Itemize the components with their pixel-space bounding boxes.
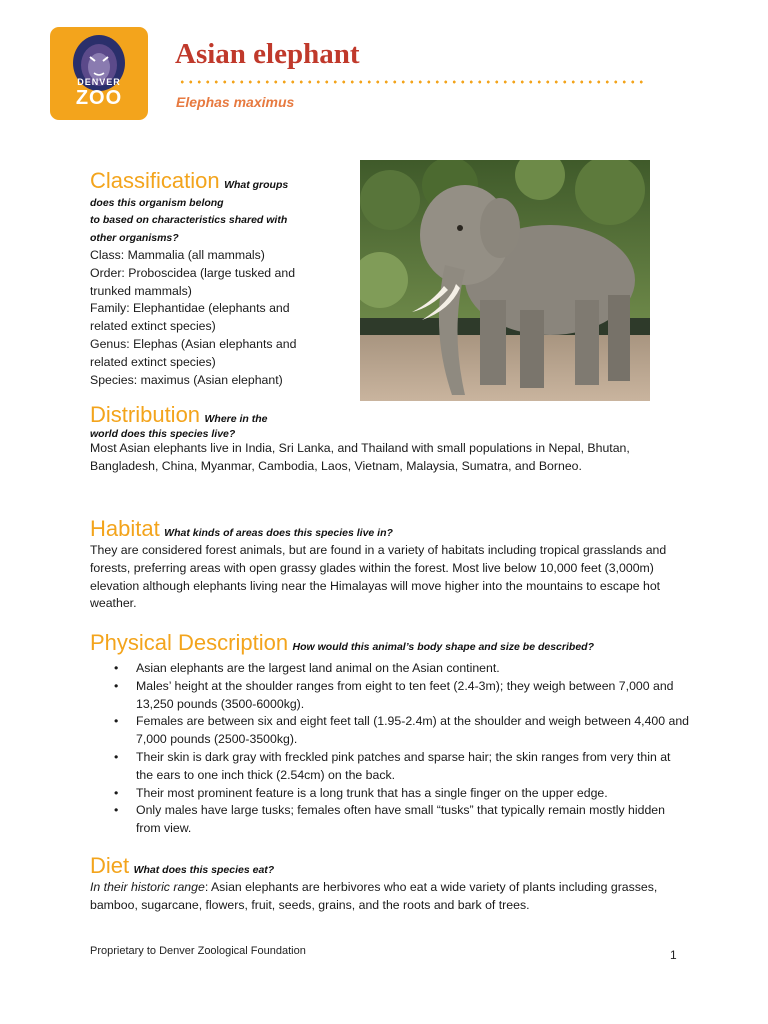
distribution-question: Where in the: [204, 413, 268, 425]
classification-line: related extinct species): [90, 354, 216, 369]
list-item: • Females are between six and eight feet tall (1.95-2.4m) at the shoulder and weigh between 4,400 and 7,000 pounds (2500-3500kg).: [136, 713, 690, 749]
diet-description: : Asian elephants are herbivores who eat a wide variety of plants including grasses, bamboo, sugarcane, flowers, fruit, seeds, grains, and the roots and bark of trees.: [90, 880, 658, 912]
diet-heading: Diet: [90, 853, 130, 878]
classification-question-line: to based on characteristics shared with: [90, 214, 288, 226]
elephant-photo: [360, 160, 650, 401]
physical-description-list: [90, 660, 690, 838]
classification-heading: Classification: [90, 168, 220, 193]
distribution-question: world does this species live?: [90, 428, 236, 440]
classification-question-line: does this organism belong: [90, 196, 224, 209]
list-item: • Their skin is dark gray with freckled pink patches and sparse hair; the skin ranges from very thin at the ears to one inch thick (2.54cm) on the back.: [136, 749, 690, 785]
habitat-text: They are considered forest animals, but are found in a variety of habitats including tropical grasslands and forests, preferring areas with open grassy glades within the forest. Most live below 10,000 feet (3,000m) elevation although elephants living near the Himalayas will move higher into the mountains to escape hot weather.: [90, 543, 667, 611]
denver-zoo-logo: [50, 27, 148, 120]
dotted-divider: [178, 80, 648, 84]
list-item: • Only males have large tusks; females often have small “tusks” that typically remain mostly hidden from view.: [136, 802, 690, 838]
list-item: • Asian elephants are the largest land animal on the Asian continent.: [136, 660, 690, 678]
diet-text: [90, 879, 690, 915]
footer-text: Proprietary to Denver Zoological Foundation: [90, 945, 306, 957]
distribution-text: Most Asian elephants live in India, Sri Lanka, and Thailand with small populations in Nepal, Bhutan, Bangladesh, China, Myanmar, Cambodia, Laos, Vietnam, Malaysia, Sumatra, and Borneo.: [90, 441, 630, 473]
physical-description-heading: Physical Description: [90, 630, 289, 655]
list-item: • Their most prominent feature is a long trunk that has a single finger on the upper edge.: [136, 785, 690, 803]
classification-line: trunked mammals): [90, 283, 192, 298]
classification-section: [90, 168, 315, 389]
scientific-name: Elephas maximus: [176, 94, 295, 110]
classification-question-line: What groups: [224, 179, 289, 191]
physical-description-question: How would this animal’s body shape and size be described?: [292, 641, 594, 653]
classification-line: Class: Mammalia (all mammals): [90, 248, 265, 262]
habitat-question: What kinds of areas does this species live in?: [164, 527, 393, 539]
classification-line: Genus: Elephas (Asian elephants and: [90, 336, 297, 351]
page-number: 1: [670, 948, 677, 962]
logo-text-denver: DENVER: [77, 77, 121, 87]
distribution-heading: Distribution: [90, 402, 201, 427]
distribution-section: [90, 402, 690, 476]
classification-line: related extinct species): [90, 319, 216, 334]
diet-range-label: In their historic range: [90, 880, 205, 894]
classification-line: Order: Proboscidea (large tusked and: [90, 265, 296, 280]
habitat-heading: Habitat: [90, 516, 160, 541]
physical-description-section: [90, 630, 690, 838]
page-title: Asian elephant: [175, 38, 360, 70]
classification-line: Family: Elephantidae (elephants and: [90, 301, 290, 316]
logo-text-zoo: ZOO: [75, 87, 123, 109]
habitat-section: [90, 516, 690, 613]
classification-line: Species: maximus (Asian elephant): [90, 372, 283, 387]
classification-question-line: other organisms?: [90, 231, 179, 244]
diet-section: [90, 853, 690, 915]
diet-question: What does this species eat?: [133, 864, 275, 876]
list-item: • Males’ height at the shoulder ranges from eight to ten feet (2.4-3m); they weigh between 7,000 and 13,250 pounds (3500-6000kg).: [136, 678, 690, 714]
